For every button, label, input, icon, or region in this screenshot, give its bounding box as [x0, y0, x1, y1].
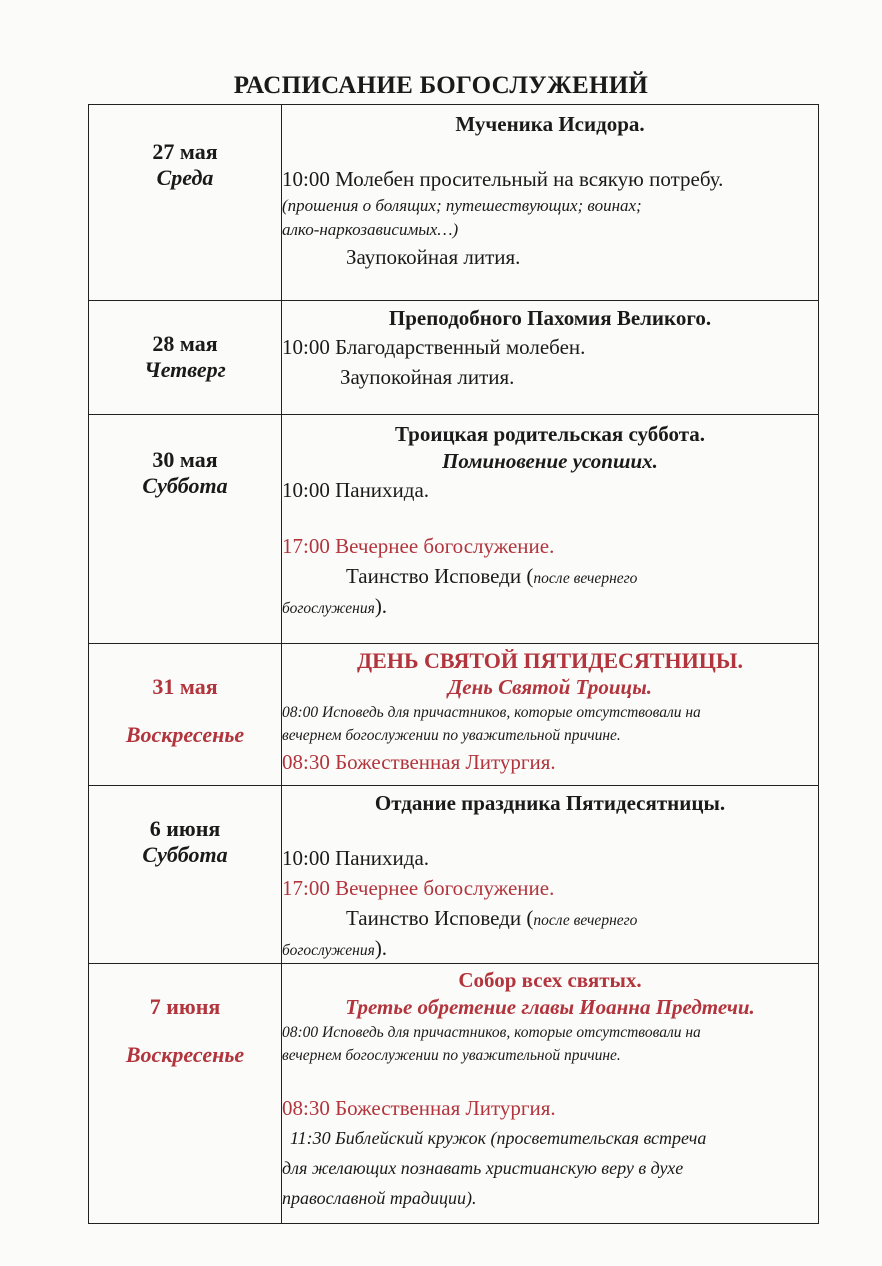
confession-note: вечернем богослужении по уважительной причине. — [282, 727, 621, 744]
service-cell — [282, 105, 819, 301]
weekday-label: Четверг — [144, 357, 226, 382]
liturgy-line: 08:30 Божественная Литургия. — [282, 750, 556, 774]
schedule-row — [89, 786, 819, 964]
bible-study-line: для желающих познавать христианскую веру в духе — [282, 1158, 684, 1178]
confession-line: Таинство Исповеди (после вечернего — [346, 906, 638, 930]
weekday-label: Воскресенье — [125, 1042, 245, 1067]
schedule-row — [89, 105, 819, 301]
date-cell — [89, 786, 282, 964]
weekday-label: Суббота — [142, 842, 228, 867]
service-line: 10:00 Панихида. — [282, 478, 430, 502]
service-line: Заупокойная лития. — [340, 365, 515, 389]
feast-title: Троицкая родительская суббота. — [394, 422, 706, 446]
liturgy-line: 08:30 Божественная Литургия. — [282, 1096, 556, 1120]
service-line: 10:00 Благодарственный молебен. — [282, 335, 586, 359]
bible-study-line: православной традиции). — [282, 1188, 477, 1208]
service-line: 10:00 Молебен просительный на всякую потребу. — [282, 167, 724, 191]
feast-title: ДЕНЬ СВЯТОЙ ПЯТИДЕСЯТНИЦЫ. — [357, 648, 743, 673]
schedule-row — [89, 301, 819, 415]
feast-title: Преподобного Пахомия Великого. — [388, 306, 712, 330]
page-title: РАСПИСАНИЕ БОГОСЛУЖЕНИЙ — [233, 72, 649, 99]
service-cell — [282, 415, 819, 644]
date-label: 7 июня — [149, 994, 221, 1019]
feast-title: Отдание праздника Пятидесятницы. — [374, 791, 726, 815]
date-cell — [89, 415, 282, 644]
date-cell — [89, 105, 282, 301]
date-cell — [89, 964, 282, 1224]
feast-title: Собор всех святых. — [458, 968, 642, 992]
date-label: 27 мая — [152, 139, 218, 164]
service-cell — [282, 786, 819, 964]
weekday-label: Суббота — [142, 473, 228, 498]
service-cell — [282, 964, 819, 1224]
feast-subtitle: Третье обретение главы Иоанна Предтечи. — [345, 995, 755, 1019]
date-label: 30 мая — [152, 447, 218, 472]
schedule-table — [88, 104, 819, 1224]
service-line: 10:00 Панихида. — [282, 846, 430, 870]
service-cell — [282, 301, 819, 415]
vespers-line: 17:00 Вечернее богослужение. — [282, 876, 555, 900]
date-cell — [89, 644, 282, 786]
date-cell — [89, 301, 282, 415]
confession-line: Таинство Исповеди (после вечернего — [346, 564, 638, 588]
weekday-label: Среда — [156, 165, 214, 190]
confession-note: 08:00 Исповедь для причастников, которые отсутствовали на — [282, 704, 701, 721]
vespers-line: 17:00 Вечернее богослужение. — [282, 534, 555, 558]
date-label: 28 мая — [152, 331, 218, 356]
schedule-row — [89, 644, 819, 786]
feast-subtitle: Поминовение усопших. — [442, 449, 658, 473]
schedule-row — [89, 964, 819, 1224]
confession-note: 08:00 Исповедь для причастников, которые отсутствовали на — [282, 1024, 701, 1041]
date-label: 31 мая — [152, 674, 218, 699]
service-line: Заупокойная лития. — [346, 245, 521, 269]
confession-note: вечернем богослужении по уважительной причине. — [282, 1047, 621, 1064]
confession-line-cont: богослужения). — [282, 594, 388, 618]
feast-subtitle: День Святой Троицы. — [447, 675, 653, 699]
service-note: алко-наркозависимых…) — [282, 220, 459, 239]
service-cell — [282, 644, 819, 786]
weekday-label: Воскресенье — [125, 722, 245, 747]
date-label: 6 июня — [149, 816, 221, 841]
service-note: (прошения о болящих; путешествующих; воинах; — [282, 196, 642, 215]
feast-title: Мученика Исидора. — [455, 112, 645, 136]
schedule-row — [89, 415, 819, 644]
confession-line-cont: богослужения). — [282, 936, 388, 960]
bible-study-line: 11:30 Библейский кружок (просветительская встреча — [290, 1128, 707, 1148]
